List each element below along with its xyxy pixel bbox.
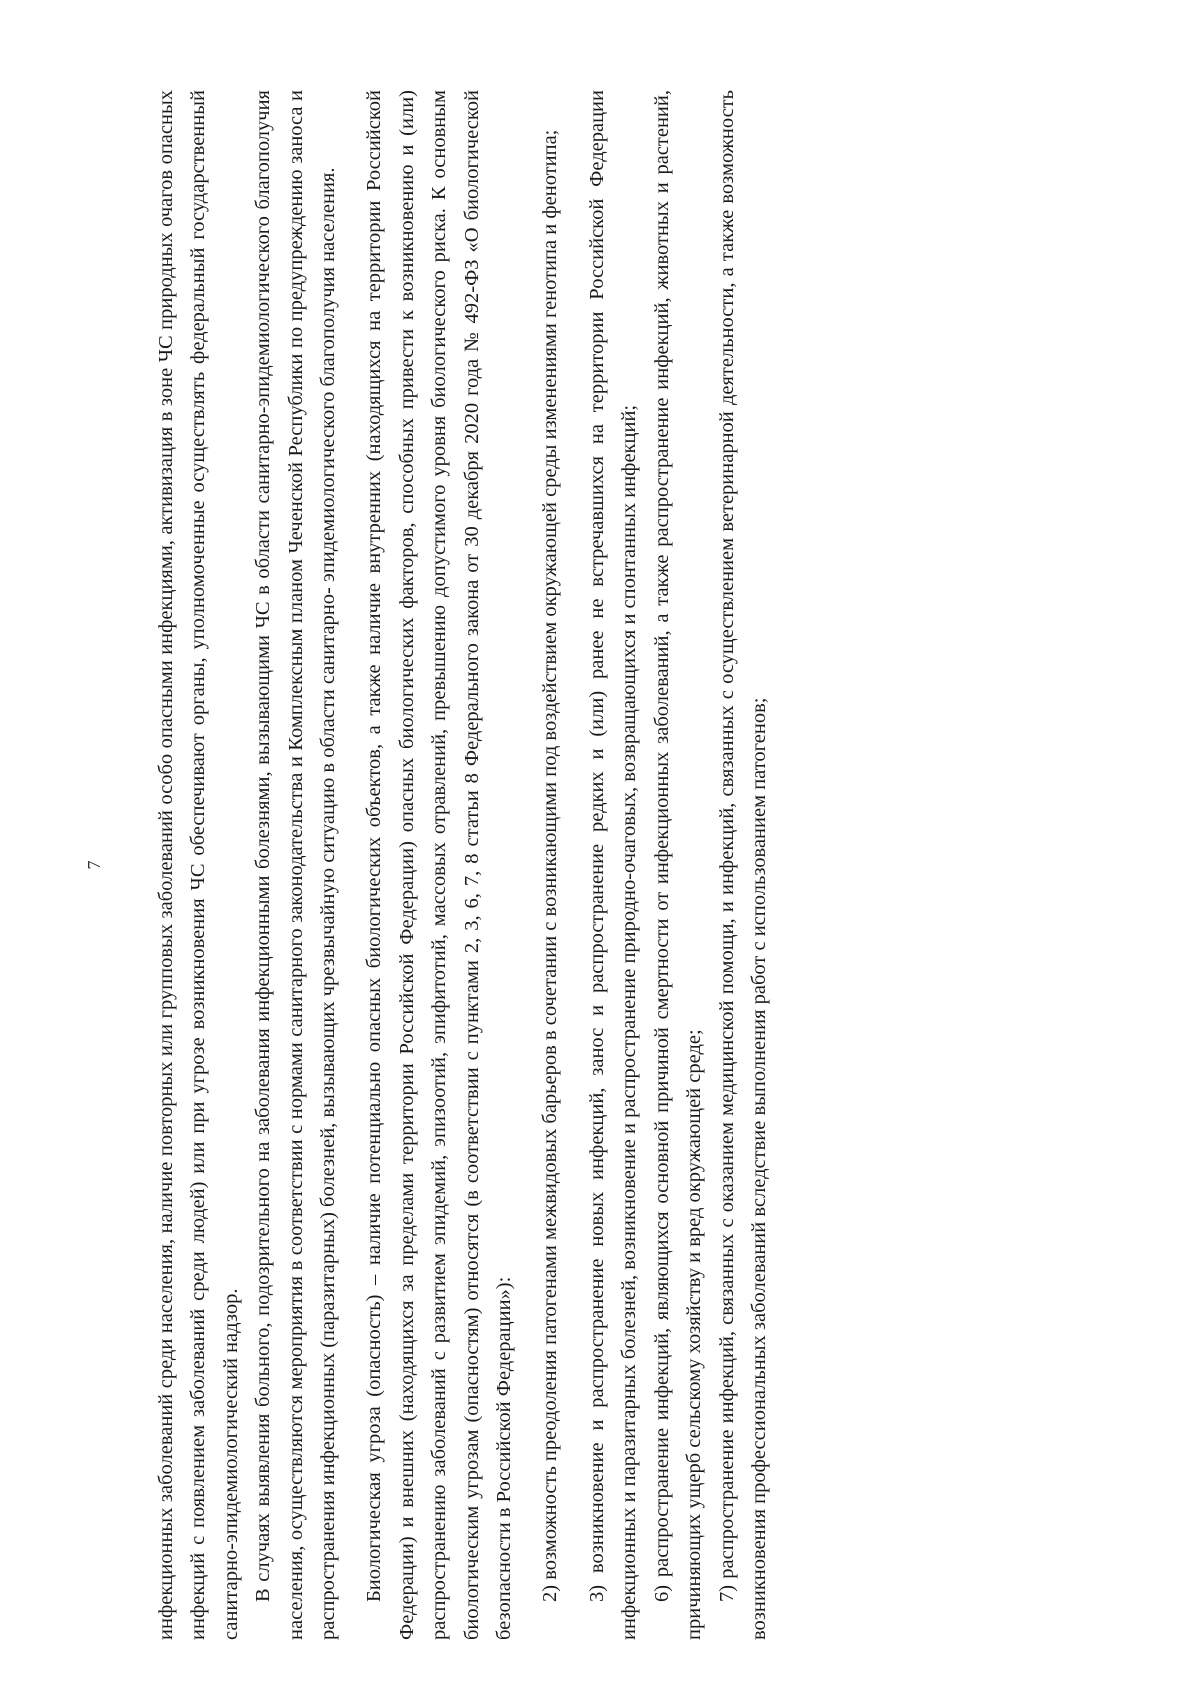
- list-item-3: 3) возникновение и распространение новых инфекций, занос и распространение редких и (или) ранее не встречавшихся на территории Российской Федерации инфекционных и паразитарных болезней, возникновение и распространение природно-очаговых, возвращающихся и спонтанных инфекций;: [585, 90, 641, 1640]
- list-item-6: 6) распространение инфекций, являющихся основной причиной смертности от инфекционных заболеваний, а также распространение инфекций, животных и растений, причиняющих ущерб сельскому хозяйству и вред окружающей среде;: [650, 90, 706, 1640]
- paragraph-continuation: инфекционных заболеваний среди населения, наличие повторных или групповых заболеваний особо опасными инфекциями, активизация в зоне ЧС природных очагов опасных инфекций с появлением заболеваний среди людей) или при угрозе возникновения ЧС обеспечивают органы, уполномоченные осуществлять федеральный государственный санитарно-эпидемиологический надзор.: [155, 90, 242, 1640]
- page-number: 7: [84, 860, 104, 870]
- list-item-7: 7) распространение инфекций, связанных с оказанием медицинской помощи, и инфекций, связанных с осуществлением ветеринарной деятельности, а также возможность возникновения профессиональных заболеваний вследствие выполнения работ с использованием патогенов;: [715, 90, 770, 1640]
- paragraph-biological-threat: Биологическая угроза (опасность) – наличие потенциально опасных биологических объектов, а также наличие внутренних (находящихся на территории Российской Федерации) и внешних (находящихся за пределами территории Российской Федерации) опасных биологических факторов, способных привести к возникновению и (или) распространению заболеваний с развитием эпидемий, эпизоотий, эпифитотий, массовых отравлений, превышению допустимого уровня биологического риска. К основным биологическим угрозам (опасностям) относятся (в соответствии с пунктами 2, 3, 6, 7, 8 статьи 8 Федерального закона от 30 декабря 2020 года № 492-ФЗ «О биологической безопасности в Российской Федерации»):: [363, 90, 516, 1640]
- list-item-2: 2) возможность преодоления патогенами межвидовых барьеров в сочетании с возникающими под воздействием окружающей среды изменениями генотипа и фенотипа;: [539, 129, 562, 1602]
- paragraph-infectious-cases: В случаях выявления больного, подозрительного на заболевания инфекционными болезнями, вызывающими ЧС в области санитарно-эпидемиологического благополучия населения, осуществляются мероприятия в соответствии с нормами санитарного законодательства и Комплексным планом Чеченской Республики по предупреждению заноса и распространения инфекционных (паразитарных) болезней, вызывающих чрезвычайную ситуацию в области санитарно- эпидемиологического благополучия населения.: [252, 90, 340, 1640]
- rotated-page-content: [84, 90, 1050, 1640]
